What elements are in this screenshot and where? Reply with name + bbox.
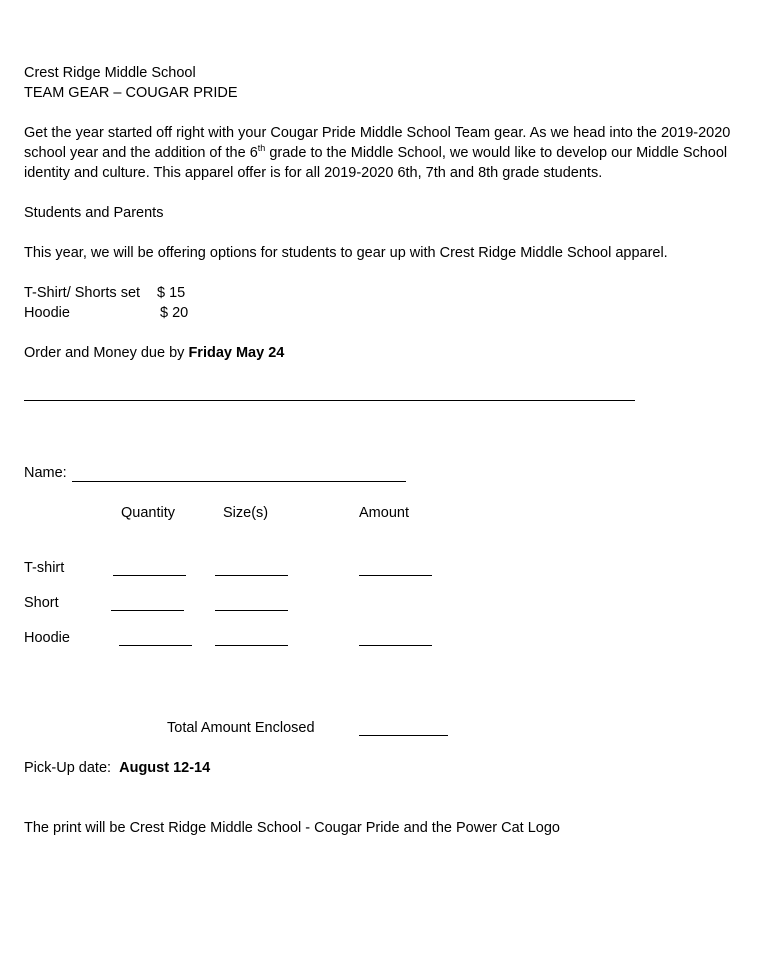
due-date: Friday May 24 [188,345,285,361]
row-label-tshirt: T-shirt [24,560,65,576]
intro-paragraph [24,123,744,183]
row-label-hoodie: Hoodie [24,630,70,646]
tshirt-amount-blank[interactable] [359,575,432,576]
pickup-label: Pick-Up date: [24,760,112,776]
audience-line: Students and Parents [24,205,164,221]
tshirt-size-blank[interactable] [215,575,288,576]
total-amount-blank[interactable] [359,735,448,736]
intro-text-part1: Get the year started off right with your Cougar Pride Middle School Team gear. As we head into the 2019-2020 school year and the addition of the 6 [24,125,731,161]
hoodie-quantity-blank[interactable] [119,645,192,646]
hoodie-amount-blank[interactable] [359,645,432,646]
short-quantity-blank[interactable] [111,610,184,611]
cut-line-divider [24,400,635,401]
name-blank-line[interactable] [72,481,406,482]
print-note: The print will be Crest Ridge Middle School - Cougar Pride and the Power Cat Logo [24,820,560,836]
price-value-hoodie: $ 20 [160,305,189,321]
intro-text-part2: grade to the Middle School, we would like to develop our Middle School identity and culture. This apparel offer is for all 2019-2020 6th, 7th and 8th grade students. [24,145,728,181]
row-label-short: Short [24,595,59,611]
page-title: TEAM GEAR – COUGAR PRIDE [24,85,238,101]
column-header-amount: Amount [359,505,409,521]
due-label: Order and Money due by [24,345,189,361]
due-date-line [24,343,284,363]
offer-text: This year, we will be offering options for students to gear up with Crest Ridge Middle School apparel. [24,245,668,261]
hoodie-size-blank[interactable] [215,645,288,646]
price-value-tshirt-shorts: $ 15 [157,285,186,301]
column-header-quantity: Quantity [121,505,175,521]
column-header-sizes: Size(s) [223,505,269,521]
price-item-tshirt-shorts: T-Shirt/ Shorts set [24,285,141,301]
name-label: Name: [24,465,67,481]
intro-superscript: th [257,143,266,153]
short-size-blank[interactable] [215,610,288,611]
total-amount-label: Total Amount Enclosed [167,720,315,736]
pickup-date: August 12-14 [119,760,211,776]
price-item-hoodie: Hoodie [24,305,70,321]
tshirt-quantity-blank[interactable] [113,575,186,576]
pickup-date-line [24,758,210,778]
school-name: Crest Ridge Middle School [24,65,196,81]
